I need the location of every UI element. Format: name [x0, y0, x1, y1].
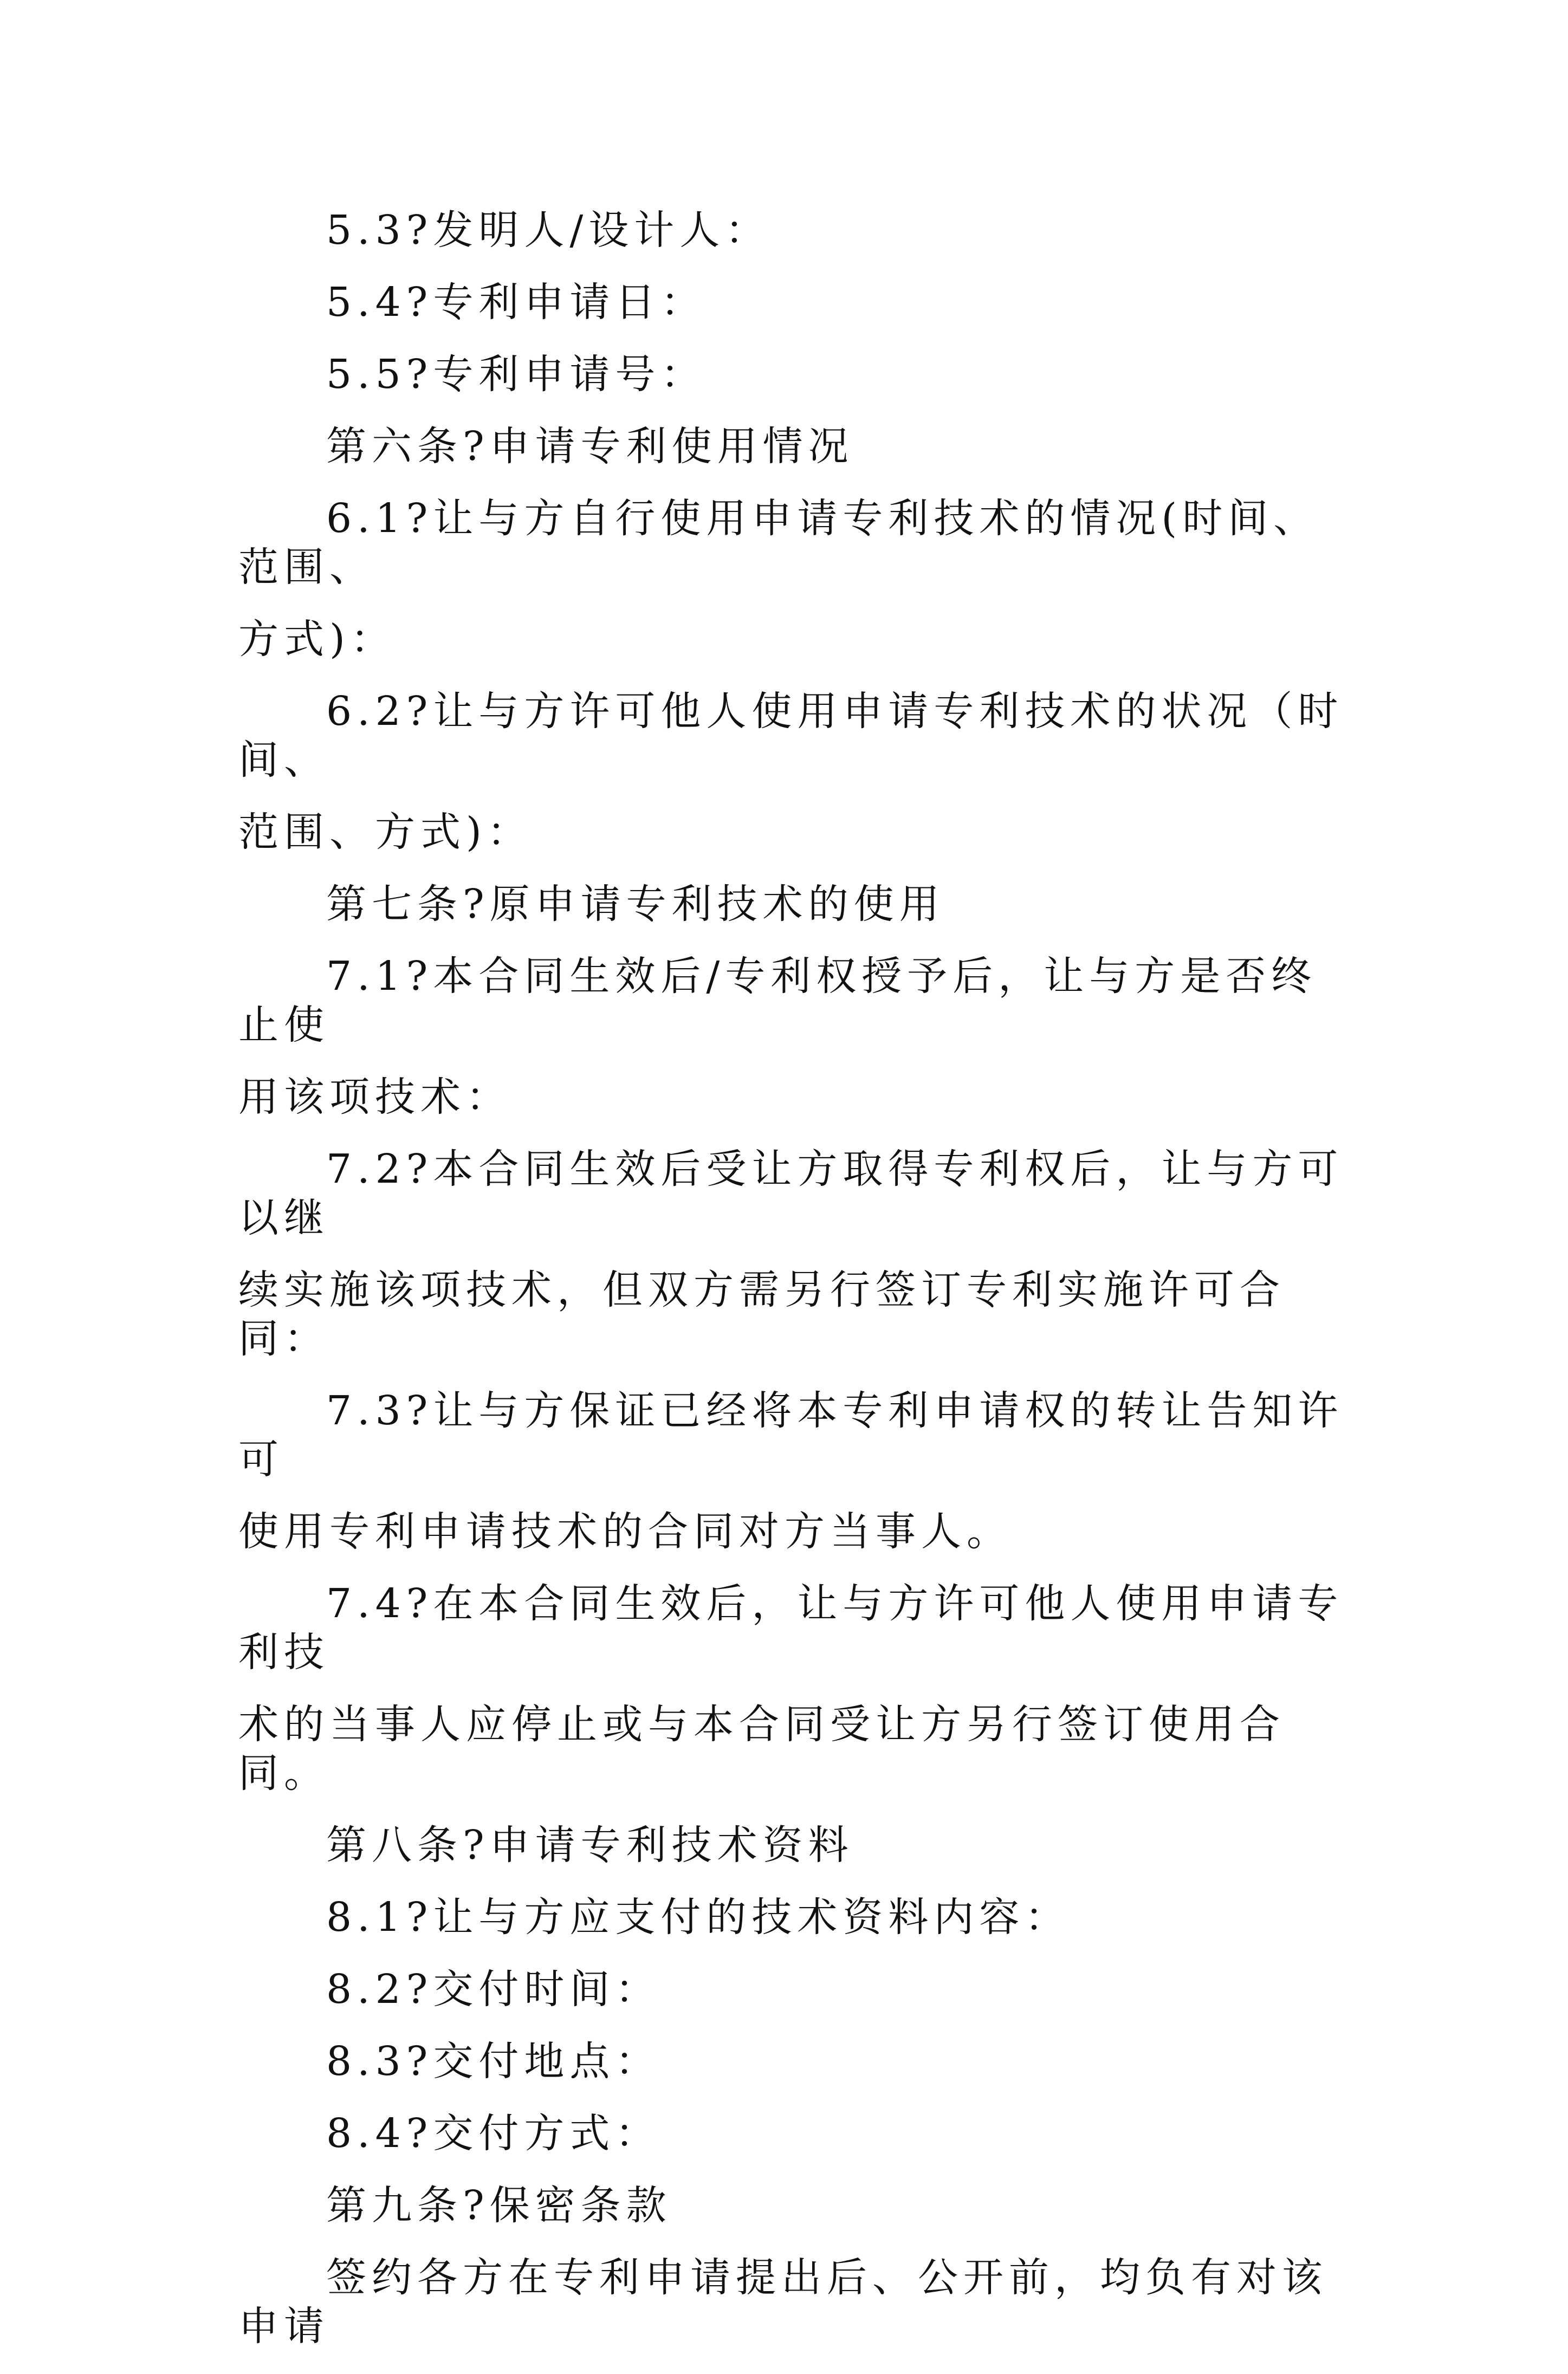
article-7-heading: 第七条?原申请专利技术的使用 — [326, 881, 945, 927]
clause-7-2-line-2: 续实施该项技术，但双方需另行签订专利实施许可合同： — [238, 1267, 1285, 1362]
article-8-heading: 第八条?申请专利技术资料 — [326, 1822, 854, 1869]
clause-6-2-line-1: 6.2?让与方许可他人使用申请专利技术的状况（时间、 — [238, 688, 1344, 783]
clause-5-4-filing-date: 5.4?专利申请日： — [326, 279, 707, 326]
clause-5-5-application-number: 5.5?专利申请号： — [326, 351, 707, 398]
clause-7-1-line-2: 用该项技术： — [238, 1074, 511, 1120]
clause-8-3-delivery-place: 8.3?交付地点： — [326, 2038, 661, 2085]
clause-6-1-line-1: 6.1?让与方自行使用申请专利技术的情况(时间、范围、 — [238, 495, 1319, 591]
article-9-heading: 第九条?保密条款 — [326, 2182, 672, 2229]
clause-7-4-line-1: 7.4?在本合同生效后，让与方许可他人使用申请专利技 — [238, 1580, 1344, 1676]
clause-7-3-line-2: 使用专利申请技术的合同对方当事人。 — [238, 1508, 1012, 1555]
clause-6-1-line-2: 方式)： — [238, 616, 396, 663]
clause-6-2-line-2: 范围、方式)： — [238, 809, 533, 855]
clause-7-2-line-1: 7.2?本合同生效后受让方取得专利权后，让与方可以继 — [238, 1146, 1344, 1241]
clause-7-4-line-2: 术的当事人应停止或与本合同受让方另行签订使用合同。 — [238, 1701, 1285, 1796]
clause-8-1-materials: 8.1?让与方应支付的技术资料内容： — [326, 1894, 1071, 1941]
article-9-paragraph: 签约各方在专利申请提出后、公开前，均负有对该申请 — [238, 2254, 1327, 2350]
article-6-heading: 第六条?申请专利使用情况 — [326, 423, 854, 470]
clause-7-1-line-1: 7.1?本合同生效后/专利权授予后，让与方是否终止使 — [238, 953, 1317, 1048]
clause-8-4-delivery-method: 8.4?交付方式： — [326, 2110, 661, 2157]
clause-8-2-delivery-time: 8.2?交付时间： — [326, 1966, 661, 2013]
clause-5-3-inventor: 5.3?发明人/设计人： — [326, 207, 771, 254]
document-body — [238, 206, 1349, 2374]
clause-7-3-line-1: 7.3?让与方保证已经将本专利申请权的转让告知许可 — [238, 1387, 1344, 1483]
